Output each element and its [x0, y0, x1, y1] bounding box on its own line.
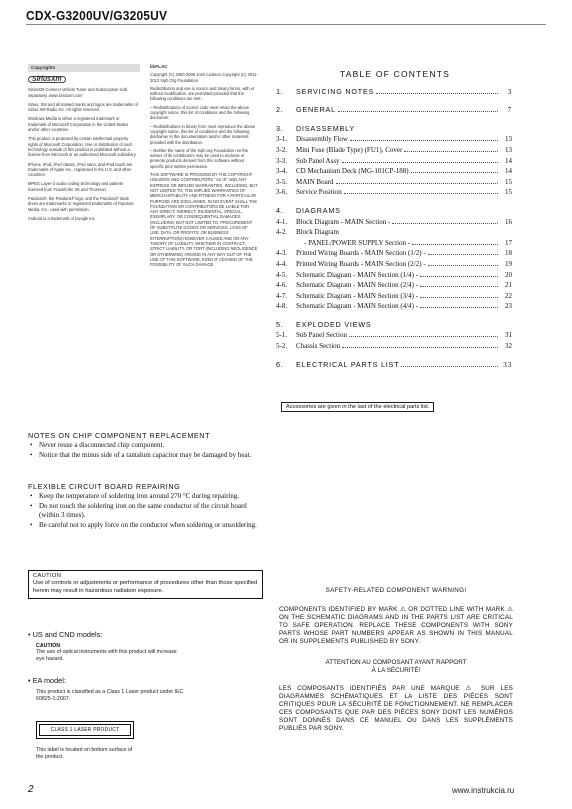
toc-item[interactable] — [276, 186, 512, 197]
toc-label: Schematic Diagram - MAIN Section (4/4) - — [296, 302, 419, 311]
toc-number: 3-6. — [276, 188, 288, 197]
toc-label: Service Position — [296, 188, 342, 197]
toc-label: DIAGRAMS — [296, 205, 341, 215]
toc-leader — [420, 286, 498, 287]
legal-paragraph: Sirius, XM and all related marks and logos are trademarks of Sirius XM Radio Inc. All rights reserved. — [28, 101, 138, 113]
siriusxm-logo: SiriusXm — [28, 76, 66, 83]
safety-title-fr-line: À LA SÉCURITÉ! — [371, 666, 421, 674]
toc-leader — [412, 244, 498, 245]
flex-board-heading: FLEXIBLE CIRCUIT BOARD REPAIRING — [28, 482, 181, 491]
toc-item[interactable] — [276, 143, 512, 154]
toc-item[interactable] — [276, 133, 512, 144]
us-cnd-section — [28, 630, 263, 702]
toc-leader — [349, 336, 498, 337]
toc-number: 4-3. — [276, 249, 288, 258]
toc-label: Block Diagram — [296, 228, 339, 237]
libflac-paragraph: – Neither the name of the Xiph.org Foundation nor the names of its contributors may be used to endorse or promote products derived from this software without specific prior written permission. — [150, 147, 249, 169]
toc-item[interactable] — [276, 175, 512, 186]
toc-label: SERVICING NOTES — [296, 86, 375, 96]
toc-leader — [350, 140, 498, 141]
toc-section — [276, 204, 512, 215]
toc-page: 3 — [507, 87, 512, 96]
laser-label — [36, 721, 134, 739]
toc-item[interactable] — [276, 247, 512, 258]
toc-number: 4-7. — [276, 291, 288, 300]
page-title: CDX-G3200UV/G3205UV — [26, 8, 168, 23]
page-number: 2 — [28, 784, 34, 795]
libflac-paragraph: – Redistributions of source code must retain the above copyright notice, this list of conditions and the following disclaimer. — [150, 104, 250, 121]
toc-item[interactable] — [276, 289, 512, 300]
toc-page: 7 — [507, 106, 512, 115]
toc-leader — [342, 162, 498, 163]
list-item: • Be careful not to apply force on the conductor when soldering or unsoldering. — [28, 521, 263, 531]
caution-text: Use of controls or adjustments or performance of procedures other than those specified herein may result in hazardous radiation exposure. — [33, 580, 258, 594]
toc-leader — [428, 265, 498, 266]
legal-paragraph: Android is a trademark of Google Inc. — [28, 215, 96, 221]
toc-leader — [428, 254, 498, 255]
toc-leader — [338, 111, 498, 112]
toc-label: Mini Fuse (Blade Type) (FU1), Cover — [296, 145, 403, 154]
toc-item[interactable] — [276, 268, 512, 279]
toc-number: 2. — [276, 105, 284, 115]
toc-leader — [336, 183, 498, 184]
toc-label: Sub Panel Assy — [296, 156, 340, 165]
toc-number: 3. — [276, 123, 284, 133]
toc-page: 33 — [503, 360, 512, 369]
libflac-paragraph: – Redistributions in binary form must reproduce the above copyright notice, this list of conditions and the following disclaimer in the documentation and/or other materials provided with the distribution. — [150, 123, 256, 145]
toc-label: Printed Wiring Boards - MAIN Section (2/2) - — [296, 259, 426, 268]
header-rule — [26, 24, 546, 25]
toc-number: 5-1. — [276, 331, 288, 340]
toc-leader — [420, 276, 498, 277]
us-cnd-caution: CAUTION — [36, 643, 61, 649]
toc-number: 6. — [276, 359, 284, 369]
accessories-note: Accessories are given in the last of the electrical parts list. — [281, 402, 434, 412]
toc-number: 4-8. — [276, 302, 288, 311]
toc-leader — [420, 297, 498, 298]
toc-number: 3-1. — [276, 135, 288, 144]
ea-heading: • EA model: — [28, 676, 66, 686]
toc-label: Schematic Diagram - MAIN Section (3/4) - — [296, 291, 419, 300]
libflac-paragraph: Copyright (C) 2000-2009 Josh Coalson Copyright (C) 2011-2013 Xiph.Org Foundation — [150, 72, 258, 83]
toc-section[interactable] — [276, 104, 512, 115]
toc-page: 23 — [505, 302, 512, 311]
toc-page: 21 — [505, 281, 512, 290]
legal-paragraph: Pandora®, the Pandora® logo, and the Pandora® trade dress are trademarks or registered trademarks of Pandora Media, Inc., used with permission. — [28, 196, 134, 212]
toc-item[interactable] — [276, 165, 512, 176]
toc-item[interactable] — [276, 339, 512, 350]
toc-item[interactable] — [276, 236, 512, 247]
footer-url[interactable]: www.instrukcia.ru — [452, 786, 515, 795]
copyrights-heading: Copyrights — [28, 64, 140, 72]
ea-text: This product is classified as a Class 1 Laser product under IEC 60825-1:2007. — [36, 689, 184, 702]
toc-page: 31 — [505, 331, 512, 340]
toc-leader — [344, 193, 498, 194]
toc-leader — [376, 93, 498, 94]
toc-leader — [411, 172, 498, 173]
toc-label: Block Diagram - MAIN Section - — [296, 217, 391, 226]
toc-page: 14 — [505, 167, 512, 176]
toc-leader — [420, 307, 498, 308]
toc-item[interactable] — [276, 226, 512, 237]
toc-page: 32 — [505, 342, 512, 351]
toc-item[interactable] — [276, 154, 512, 165]
toc-page: 13 — [505, 145, 512, 154]
safety-title: SAFETY-RELATED COMPONENT WARNING! — [325, 587, 467, 594]
toc-label: Schematic Diagram - MAIN Section (1/4) - — [296, 270, 419, 279]
table-of-contents — [276, 85, 512, 369]
toc-page: 19 — [505, 259, 512, 268]
toc-leader — [401, 366, 498, 367]
toc-label: GENERAL — [296, 105, 336, 115]
chip-notes-heading: NOTES ON CHIP COMPONENT REPLACEMENT — [28, 431, 211, 440]
toc-section — [276, 318, 512, 329]
toc-number: 4-1. — [276, 217, 288, 226]
toc-number: 5-2. — [276, 342, 288, 351]
toc-label: DISASSEMBLY — [296, 123, 355, 133]
toc-label: Schematic Diagram - MAIN Section (2/4) - — [296, 281, 419, 290]
legal-paragraph: SiriusXM Connect Vehicle Tuner and Subscription sold separately. www.siriusxm.com — [28, 87, 127, 98]
toc-number: 3-2. — [276, 145, 288, 154]
toc-item[interactable] — [276, 329, 512, 340]
toc-page: 18 — [505, 249, 512, 258]
toc-number: 3-5. — [276, 177, 288, 186]
toc-page: 14 — [505, 156, 512, 165]
safety-text-fr: LES COMPOSANTS IDENTIFIÉS PAR UNE MARQUE ⚠ SUR LES DIAGRAMMES SCHÉMATIQUES ET LA LISTE DES PIÈCES SONT CRITIQUES POUR LA SÉCURITÉ DE FONCTIONNEMENT. NE REMPLACER CES COMPOSANTS QUE PAR DES PIÈCES SONY DONT LES NUMÉROS SONT DONNÉS DANS CE MANUEL OU DANS LES SUPPLÉMENTS PUBLIÉS PAR SONY. — [279, 684, 513, 733]
toc-title: TABLE OF CONTENTS — [340, 69, 450, 79]
us-cnd-text: The use of optical instruments with this product will increase eye hazard. — [36, 649, 177, 662]
toc-leader — [342, 347, 498, 348]
toc-label: ELECTRICAL PARTS LIST — [296, 359, 400, 369]
toc-leader — [404, 151, 498, 152]
toc-item[interactable] — [276, 257, 512, 268]
toc-number: 3-3. — [276, 156, 288, 165]
toc-number: 4. — [276, 205, 284, 215]
copyrights-column — [28, 64, 138, 225]
toc-item[interactable] — [276, 279, 512, 290]
chip-notes-list — [28, 441, 263, 460]
toc-number: 5. — [276, 319, 284, 329]
toc-item[interactable] — [276, 300, 512, 311]
laser-label-text: CLASS 1 LASER PRODUCT — [39, 724, 131, 736]
legal-paragraph: Windows Media is either a registered trademark or trademark of Microsoft Corporation in the United States and/or other countries. — [28, 116, 129, 133]
toc-page: 15 — [505, 188, 512, 197]
toc-page: 17 — [505, 238, 512, 247]
legal-paragraph: MPEG Layer-3 audio coding technology and patents licensed from Fraunhofer IIS and Thomson. — [28, 181, 123, 192]
flex-board-list — [28, 492, 263, 530]
toc-number: 3-4. — [276, 167, 288, 176]
toc-section[interactable] — [276, 85, 512, 96]
list-item: • Never reuse a disconnected chip component. — [28, 441, 263, 451]
list-item: • Notice that the minus side of a tantalum capacitor may be damaged by heat. — [28, 451, 263, 461]
toc-page: 22 — [505, 291, 512, 300]
toc-section — [276, 122, 512, 133]
toc-label: Sub Panel Section — [296, 331, 347, 340]
toc-page: 20 — [505, 270, 512, 279]
safety-title-fr — [279, 659, 513, 675]
libflac-column — [150, 64, 258, 270]
toc-label: Chassis Section — [296, 342, 341, 351]
toc-section[interactable] — [276, 358, 512, 369]
toc-leader — [392, 223, 498, 224]
toc-label: - PANEL/POWER SUPPLY Section - — [304, 238, 411, 247]
caution-heading: CAUTION — [33, 573, 62, 579]
toc-item[interactable] — [276, 215, 512, 226]
laser-label-note: This label is located on bottom surface of the product. — [36, 747, 133, 760]
list-item: • Keep the temperature of soldering iron around 270 °C during repairing. — [28, 492, 263, 502]
list-item: • Do not touch the soldering iron on the same conductor of the circuit board (within 3 times). — [28, 502, 263, 521]
libflac-paragraph: THIS SOFTWARE IS PROVIDED BY THE COPYRIGHT HOLDERS AND CONTRIBUTORS "AS IS" AND ANY EXPRESS OR IMPLIED WARRANTIES, INCLUDING, BUT NOT LIMITED TO, THE IMPLIED WARRANTIES OF MERCHANTABILITY AND FITNESS FOR A PARTICULAR PURPOSE ARE DISCLAIMED. IN NO EVENT SHALL THE FOUNDATION OR CONTRIBUTORS BE LIABLE FOR ANY DIRECT, INDIRECT, INCIDENTAL, SPECIAL, EXEMPLARY, OR CONSEQUENTIAL DAMAGES (INCLUDING, BUT NOT LIMITED TO, PROCUREMENT OF SUBSTITUTE GOODS OR SERVICES; LOSS OF USE, DATA, OR PROFITS; OR BUSINESS INTERRUPTION) HOWEVER CAUSED AND ON ANY THEORY OF LIABILITY, WHETHER IN CONTRACT, STRICT LIABILITY, OR TORT (INCLUDING NEGLIGENCE OR OTHERWISE) ARISING IN ANY WAY OUT OF THE USE OF THIS SOFTWARE, EVEN IF ADVISED OF THE POSSIBILITY OF SUCH DAMAGE. — [150, 172, 258, 268]
toc-number: 4-4. — [276, 259, 288, 268]
toc-number: 4-6. — [276, 281, 288, 290]
toc-label: MAIN Board — [296, 177, 334, 186]
toc-label: Disassembly Flow — [296, 135, 348, 144]
toc-number: 4-2. — [276, 228, 288, 237]
libflac-paragraph: Redistribution and use in source and binary forms, with or without modification, are permitted provided that the following conditions are met: — [150, 85, 255, 102]
libflac-heading: libFLAC — [150, 64, 168, 69]
safety-text-en: COMPONENTS IDENTIFIED BY MARK ⚠ OR DOTTED LINE WITH MARK ⚠ ON THE SCHEMATIC DIAGRAMS AND IN THE PARTS LIST ARE CRITICAL TO SAFE OPERATION. REPLACE THESE COMPONENTS WITH SONY PARTS WHOSE PART NUMBERS APPEAR AS SHOWN IN THIS MANUAL OR IN SUPPLEMENTS PUBLISHED BY SONY. — [279, 606, 513, 646]
toc-label: Printed Wiring Boards - MAIN Section (1/2) - — [296, 249, 426, 258]
toc-label: EXPLODED VIEWS — [296, 319, 372, 329]
legal-paragraph: This product is protected by certain intellectual property rights of Microsoft Corporation. Use or distribution of such technology outside of this product is prohibited without a license from Microsoft or an authorized Microsoft subsidiary. — [28, 136, 137, 158]
safety-warning — [279, 587, 513, 733]
caution-box — [28, 570, 263, 599]
toc-label: CD Mechanism Deck (MG-101CP-188) — [296, 167, 409, 176]
toc-page: 13 — [505, 135, 512, 144]
toc-number: 1. — [276, 86, 284, 96]
toc-page: 16 — [505, 217, 512, 226]
us-cnd-heading: • US and CND models: — [28, 630, 103, 639]
toc-number: 4-5. — [276, 270, 288, 279]
safety-title-fr-line: ATTENTION AU COMPOSANT AYANT RAPPORT — [325, 658, 467, 666]
legal-paragraph: iPhone, iPod, iPod classic, iPod nano, and iPod touch are trademarks of Apple Inc., registered in the U.S. and other countries. — [28, 161, 133, 178]
toc-page: 15 — [505, 177, 512, 186]
